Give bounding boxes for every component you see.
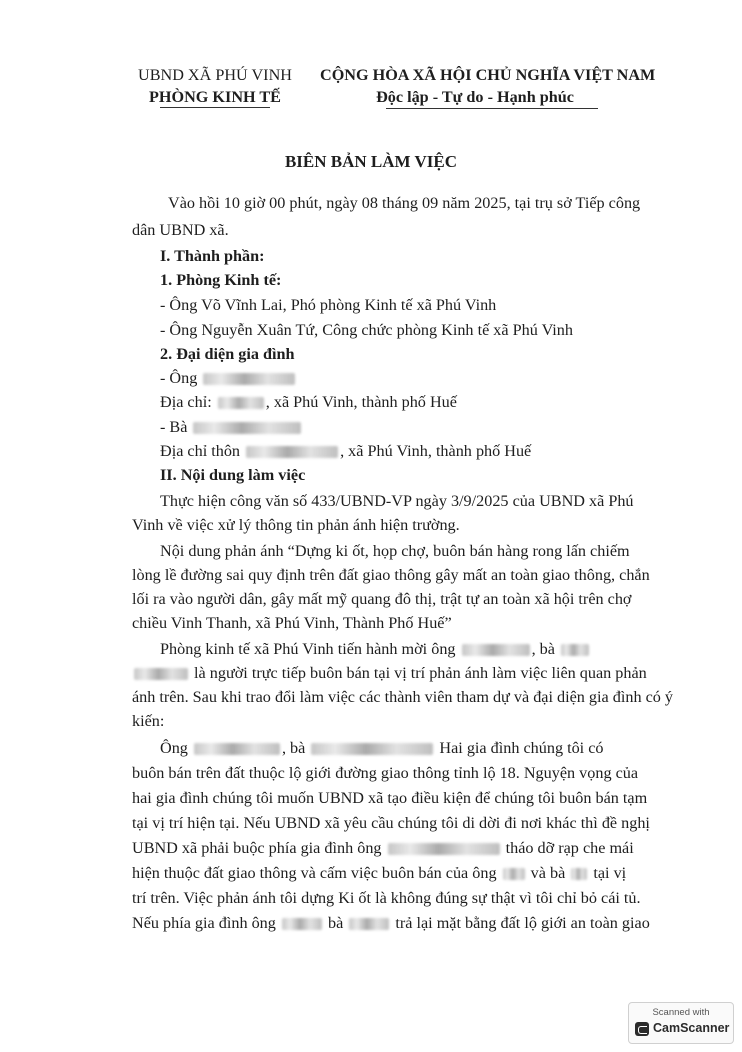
motto-underline (386, 108, 598, 109)
content-para-2-line-3: lối ra vào người dân, gây mất mỹ quang đô thị, trật tự an toàn xã hội trên chợ (132, 590, 632, 608)
para-3-text: là người trực tiếp buôn bán tại vị trí phản ánh làm việc liên quan phản (194, 664, 647, 682)
redacted-name (388, 843, 500, 855)
redacted-name (503, 868, 525, 880)
address-rest: , xã Phú Vinh, thành phố Huế (265, 393, 457, 411)
section-participants: I. Thành phần: (160, 247, 265, 265)
issuing-department: PHÒNG KINH TẾ (149, 88, 281, 106)
content-para-4-line-2: buôn bán trên đất thuộc lộ giới đường giao thông tỉnh lộ 18. Nguyện vọng của (132, 764, 639, 782)
issuing-agency: UBND XÃ PHÚ VINH (138, 66, 292, 84)
para-4-text: trả lại mặt bằng đất lộ giới an toàn giao (395, 914, 650, 932)
opening-line-1: Vào hồi 10 giờ 00 phút, ngày 08 tháng 09 năm 2025, tại trụ sở Tiếp công (168, 194, 641, 212)
content-para-3-line-3: ánh trên. Sau khi trao đổi làm việc các thành viên tham dự và đại diện gia đình có ý (132, 688, 674, 706)
para-4-text: hiện thuộc đất giao thông và cấm việc buôn bán của ông (132, 864, 497, 882)
camscanner-logo-icon (635, 1022, 649, 1036)
family-rep-1-address (160, 392, 457, 412)
para-3-text: Phòng kinh tế xã Phú Vinh tiến hành mời ông (160, 640, 456, 658)
redacted-name (203, 373, 295, 385)
camscanner-watermark (628, 1002, 734, 1044)
content-para-2-line-4: chiều Vinh Thanh, xã Phú Vinh, Thành Phố Huế” (132, 614, 452, 632)
redacted-name (311, 743, 433, 755)
section-content: II. Nội dung làm việc (160, 466, 306, 484)
subsection-family-rep: 2. Đại diện gia đình (160, 345, 295, 363)
address-label: Địa chỉ: (160, 393, 212, 411)
content-para-4-line-5 (132, 838, 634, 858)
content-para-1-line-1: Thực hiện công văn số 433/UBND-VP ngày 3/9/2025 của UBND xã Phú (160, 492, 634, 510)
content-para-4-line-8 (132, 913, 650, 933)
family-rep-2 (160, 417, 303, 437)
para-4-text: bà (327, 914, 344, 932)
content-para-4-line-1 (160, 738, 604, 758)
para-4-text: , bà (281, 739, 306, 757)
redacted-name (282, 918, 322, 930)
content-para-3-line-2 (132, 663, 647, 683)
content-para-3-line-4: kiến: (132, 712, 165, 730)
rep-1-prefix: - Ông (160, 369, 198, 387)
content-para-2-line-2: lòng lề đường sai quy định trên đất giao thông gây mất an toàn giao thông, chắn (132, 566, 650, 584)
state-name: CỘNG HÒA XÃ HỘI CHỦ NGHĨA VIỆT NAM (320, 66, 656, 84)
para-4-text: Ông (160, 739, 188, 757)
redacted-name (194, 743, 280, 755)
content-para-4-line-7: trí trên. Việc phản ánh tôi dựng Ki ốt là không đúng sự thật vì tôi chỉ bỏ cái tủ. (132, 889, 641, 907)
content-para-1-line-2: Vinh về việc xử lý thông tin phản ánh hiện trường. (132, 516, 460, 534)
participant-2: - Ông Nguyễn Xuân Tứ, Công chức phòng Kinh tế xã Phú Vinh (160, 321, 573, 339)
content-para-3-line-1 (160, 639, 591, 659)
department-underline (160, 107, 270, 108)
document-title: BIÊN BẢN LÀM VIỆC (284, 152, 458, 171)
family-rep-1 (160, 368, 297, 388)
watermark-brand: CamScanner (653, 1021, 730, 1035)
family-rep-2-address (160, 441, 531, 461)
content-para-4-line-6 (132, 863, 626, 883)
para-4-text: tháo dỡ rạp che mái (505, 839, 634, 857)
redacted-address (218, 397, 264, 409)
redacted-address (246, 446, 338, 458)
watermark-caption: Scanned with (652, 1007, 710, 1018)
participant-1: - Ông Võ Vĩnh Lai, Phó phòng Kinh tế xã Phú Vinh (160, 296, 497, 314)
redacted-name (561, 644, 589, 656)
redacted-name (193, 422, 301, 434)
para-4-text: Hai gia đình chúng tôi có (439, 739, 604, 757)
para-4-text: Nếu phía gia đình ông (132, 914, 276, 932)
redacted-name (349, 918, 389, 930)
para-3-text: , bà (531, 640, 555, 658)
para-4-text: UBND xã phải buộc phía gia đình ông (132, 839, 382, 857)
subsection-economics-dept: 1. Phòng Kinh tế: (160, 271, 282, 289)
national-motto: Độc lập - Tự do - Hạnh phúc (376, 88, 574, 106)
redacted-name (462, 644, 530, 656)
address-label: Địa chỉ thôn (160, 442, 241, 460)
content-para-4-line-3: hai gia đình chúng tôi muốn UBND xã tạo điều kiện để chúng tôi buôn bán tạm (132, 789, 648, 807)
opening-line-2: dân UBND xã. (132, 221, 229, 239)
content-para-4-line-4: tại vị trí hiện tại. Nếu UBND xã yêu cầu chúng tôi di dời đi nơi khác thì đề nghị (132, 814, 650, 832)
rep-2-prefix: - Bà (160, 418, 188, 436)
para-4-text: tại vị (593, 864, 627, 882)
content-para-2-line-1: Nội dung phản ánh “Dựng ki ốt, họp chợ, buôn bán hàng rong lấn chiếm (160, 542, 630, 560)
para-4-text: và bà (530, 864, 566, 882)
redacted-name (134, 668, 188, 680)
address-rest: , xã Phú Vinh, thành phố Huế (340, 442, 532, 460)
redacted-name (571, 868, 587, 880)
